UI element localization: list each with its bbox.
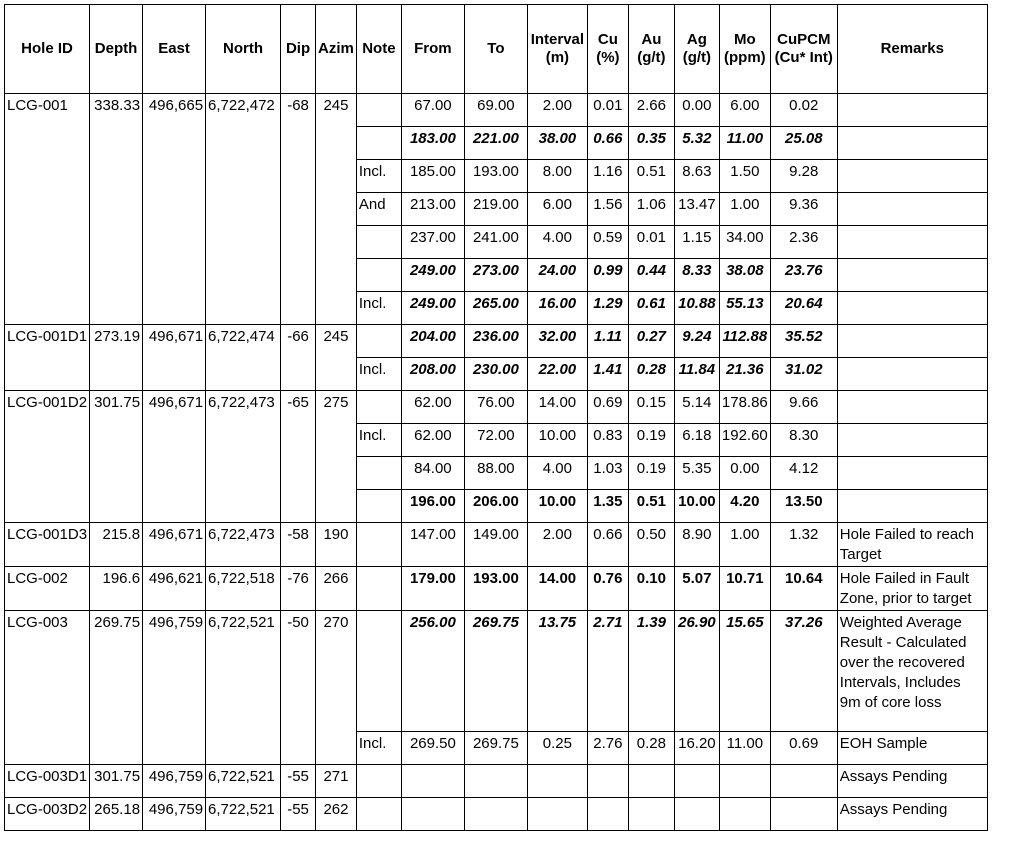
mo-cell: 15.65 — [719, 611, 770, 732]
cupcm-cell: 8.30 — [770, 424, 837, 457]
remarks-cell — [837, 424, 987, 457]
table-row — [5, 567, 988, 611]
col-header-cu — [587, 5, 628, 94]
note-cell: Incl. — [356, 424, 401, 457]
mo-cell: 1.00 — [719, 193, 770, 226]
hole-id-cell: LCG-001D1 — [5, 325, 90, 391]
cupcm-cell: 20.64 — [770, 292, 837, 325]
col-header-from: From — [401, 5, 464, 94]
hole-id-cell: LCG-001D3 — [5, 523, 90, 567]
interval-cell: 10.00 — [527, 490, 587, 523]
cupcm-cell: 13.50 — [770, 490, 837, 523]
cupcm-cell: 31.02 — [770, 358, 837, 391]
ag-cell: 8.63 — [674, 160, 719, 193]
mo-cell: 192.60 — [719, 424, 770, 457]
azim-cell: 245 — [316, 94, 357, 325]
note-cell: Incl. — [356, 292, 401, 325]
note-cell — [356, 325, 401, 358]
ag-cell: 5.32 — [674, 127, 719, 160]
col-header-note: Note — [356, 5, 401, 94]
from-cell: 185.00 — [401, 160, 464, 193]
north-cell: 6,722,473 — [206, 523, 281, 567]
cu-cell: 1.56 — [587, 193, 628, 226]
azim-cell: 262 — [316, 798, 357, 831]
col-header-cu-l1: Cu — [597, 31, 618, 48]
to-cell: 72.00 — [464, 424, 527, 457]
col-header-au-l1: Au — [641, 31, 662, 48]
col-header-hole-id: Hole ID — [5, 5, 90, 94]
au-cell: 0.61 — [628, 292, 674, 325]
azim-cell: 190 — [316, 523, 357, 567]
cupcm-cell: 10.64 — [770, 567, 837, 611]
cupcm-cell: 9.28 — [770, 160, 837, 193]
note-cell — [356, 226, 401, 259]
east-cell: 496,759 — [143, 765, 206, 798]
cupcm-cell — [770, 765, 837, 798]
cu-cell: 0.83 — [587, 424, 628, 457]
cu-cell: 0.66 — [587, 523, 628, 567]
hole-id-cell: LCG-001 — [5, 94, 90, 325]
au-cell: 1.06 — [628, 193, 674, 226]
hole-id-cell: LCG-003D2 — [5, 798, 90, 831]
col-header-to: To — [464, 5, 527, 94]
interval-cell: 2.00 — [527, 523, 587, 567]
dip-cell: -58 — [281, 523, 316, 567]
remarks-cell: Hole Failed in Fault Zone, prior to target — [837, 567, 987, 611]
cu-cell: 1.16 — [587, 160, 628, 193]
note-cell — [356, 798, 401, 831]
from-cell: 67.00 — [401, 94, 464, 127]
ag-cell: 8.90 — [674, 523, 719, 567]
azim-cell: 275 — [316, 391, 357, 523]
from-cell: 179.00 — [401, 567, 464, 611]
from-cell: 256.00 — [401, 611, 464, 732]
remarks-cell — [837, 193, 987, 226]
note-cell — [356, 127, 401, 160]
to-cell: 193.00 — [464, 160, 527, 193]
from-cell: 237.00 — [401, 226, 464, 259]
col-header-au-l2: (g/t) — [637, 49, 666, 66]
cupcm-cell: 2.36 — [770, 226, 837, 259]
col-header-east: East — [143, 5, 206, 94]
note-cell — [356, 391, 401, 424]
from-cell: 62.00 — [401, 424, 464, 457]
note-cell — [356, 611, 401, 732]
cu-cell: 1.35 — [587, 490, 628, 523]
ag-cell: 8.33 — [674, 259, 719, 292]
to-cell: 230.00 — [464, 358, 527, 391]
mo-cell: 34.00 — [719, 226, 770, 259]
au-cell: 0.35 — [628, 127, 674, 160]
table-row — [5, 325, 988, 358]
cupcm-cell: 9.36 — [770, 193, 837, 226]
col-header-mo-l1: Mo — [734, 31, 756, 48]
hole-id-cell: LCG-001D2 — [5, 391, 90, 523]
remarks-cell — [837, 127, 987, 160]
interval-cell: 10.00 — [527, 424, 587, 457]
col-header-ag — [674, 5, 719, 94]
to-cell: 219.00 — [464, 193, 527, 226]
dip-cell: -66 — [281, 325, 316, 391]
note-cell — [356, 457, 401, 490]
cupcm-cell: 35.52 — [770, 325, 837, 358]
col-header-au — [628, 5, 674, 94]
north-cell: 6,722,473 — [206, 391, 281, 523]
au-cell: 0.27 — [628, 325, 674, 358]
remarks-cell: Assays Pending — [837, 765, 987, 798]
dip-cell: -50 — [281, 611, 316, 765]
cupcm-cell — [770, 798, 837, 831]
to-cell: 236.00 — [464, 325, 527, 358]
ag-cell — [674, 765, 719, 798]
interval-cell: 14.00 — [527, 391, 587, 424]
cupcm-cell: 25.08 — [770, 127, 837, 160]
ag-cell: 1.15 — [674, 226, 719, 259]
note-cell: Incl. — [356, 160, 401, 193]
mo-cell: 112.88 — [719, 325, 770, 358]
cu-cell: 0.01 — [587, 94, 628, 127]
table-row — [5, 523, 988, 567]
north-cell: 6,722,521 — [206, 765, 281, 798]
remarks-cell — [837, 358, 987, 391]
col-header-interval-l1: Interval — [530, 31, 585, 48]
from-cell: 196.00 — [401, 490, 464, 523]
hole-id-cell: LCG-003 — [5, 611, 90, 765]
to-cell: 269.75 — [464, 732, 527, 765]
col-header-cupcm-l1: CuPCM — [777, 31, 831, 48]
remarks-cell — [837, 391, 987, 424]
mo-cell: 38.08 — [719, 259, 770, 292]
au-cell: 0.50 — [628, 523, 674, 567]
interval-cell: 14.00 — [527, 567, 587, 611]
azim-cell: 266 — [316, 567, 357, 611]
table-row — [5, 94, 988, 127]
east-cell: 496,671 — [143, 391, 206, 523]
depth-cell: 265.18 — [90, 798, 143, 831]
cu-cell: 1.03 — [587, 457, 628, 490]
col-header-cupcm-l2: (Cu* Int) — [774, 49, 833, 66]
mo-cell — [719, 798, 770, 831]
cupcm-cell: 0.69 — [770, 732, 837, 765]
depth-cell: 215.8 — [90, 523, 143, 567]
note-cell — [356, 523, 401, 567]
interval-cell: 38.00 — [527, 127, 587, 160]
dip-cell: -76 — [281, 567, 316, 611]
ag-cell: 10.00 — [674, 490, 719, 523]
interval-cell: 8.00 — [527, 160, 587, 193]
interval-cell — [527, 798, 587, 831]
au-cell: 0.15 — [628, 391, 674, 424]
hole-id-cell: LCG-002 — [5, 567, 90, 611]
col-header-azim: Azim — [316, 5, 357, 94]
ag-cell: 26.90 — [674, 611, 719, 732]
ag-cell: 5.14 — [674, 391, 719, 424]
mo-cell: 4.20 — [719, 490, 770, 523]
col-header-ag-l2: (g/t) — [682, 49, 712, 66]
ag-cell: 13.47 — [674, 193, 719, 226]
hole-id-cell: LCG-003D1 — [5, 765, 90, 798]
to-cell — [464, 765, 527, 798]
au-cell: 0.19 — [628, 424, 674, 457]
to-cell: 193.00 — [464, 567, 527, 611]
azim-cell: 270 — [316, 611, 357, 765]
cu-cell: 0.76 — [587, 567, 628, 611]
remarks-cell — [837, 457, 987, 490]
col-header-north: North — [206, 5, 281, 94]
remarks-cell: Hole Failed to reach Target — [837, 523, 987, 567]
ag-cell — [674, 798, 719, 831]
interval-cell: 2.00 — [527, 94, 587, 127]
cupcm-cell: 1.32 — [770, 523, 837, 567]
from-cell: 213.00 — [401, 193, 464, 226]
interval-cell — [527, 765, 587, 798]
from-cell: 62.00 — [401, 391, 464, 424]
ag-cell: 10.88 — [674, 292, 719, 325]
au-cell — [628, 765, 674, 798]
north-cell: 6,722,518 — [206, 567, 281, 611]
au-cell: 0.51 — [628, 490, 674, 523]
cu-cell: 2.76 — [587, 732, 628, 765]
interval-cell: 13.75 — [527, 611, 587, 732]
depth-cell: 196.6 — [90, 567, 143, 611]
col-header-mo-l2: (ppm) — [724, 49, 766, 66]
from-cell: 147.00 — [401, 523, 464, 567]
interval-cell: 4.00 — [527, 226, 587, 259]
interval-cell: 4.00 — [527, 457, 587, 490]
table-row — [5, 798, 988, 831]
mo-cell: 178.86 — [719, 391, 770, 424]
cu-cell — [587, 798, 628, 831]
cu-cell: 1.11 — [587, 325, 628, 358]
remarks-cell — [837, 490, 987, 523]
au-cell: 0.19 — [628, 457, 674, 490]
cupcm-cell: 4.12 — [770, 457, 837, 490]
from-cell: 183.00 — [401, 127, 464, 160]
table-row — [5, 391, 988, 424]
interval-cell: 16.00 — [527, 292, 587, 325]
mo-cell: 1.50 — [719, 160, 770, 193]
note-cell: Incl. — [356, 358, 401, 391]
to-cell: 273.00 — [464, 259, 527, 292]
depth-cell: 273.19 — [90, 325, 143, 391]
cu-cell: 1.29 — [587, 292, 628, 325]
header-row — [5, 5, 988, 94]
ag-cell: 9.24 — [674, 325, 719, 358]
dip-cell: -55 — [281, 765, 316, 798]
col-header-interval — [527, 5, 587, 94]
cu-cell: 0.66 — [587, 127, 628, 160]
east-cell: 496,671 — [143, 523, 206, 567]
table-row — [5, 611, 988, 732]
cu-cell — [587, 765, 628, 798]
north-cell: 6,722,521 — [206, 611, 281, 765]
north-cell: 6,722,472 — [206, 94, 281, 325]
north-cell: 6,722,474 — [206, 325, 281, 391]
note-cell: Incl. — [356, 732, 401, 765]
to-cell: 88.00 — [464, 457, 527, 490]
au-cell: 2.66 — [628, 94, 674, 127]
to-cell — [464, 798, 527, 831]
au-cell: 0.28 — [628, 358, 674, 391]
remarks-cell — [837, 259, 987, 292]
cupcm-cell: 23.76 — [770, 259, 837, 292]
dip-cell: -68 — [281, 94, 316, 325]
cupcm-cell: 0.02 — [770, 94, 837, 127]
north-cell: 6,722,521 — [206, 798, 281, 831]
remarks-cell — [837, 292, 987, 325]
ag-cell: 6.18 — [674, 424, 719, 457]
from-cell: 204.00 — [401, 325, 464, 358]
interval-cell: 32.00 — [527, 325, 587, 358]
remarks-cell: EOH Sample — [837, 732, 987, 765]
from-cell: 84.00 — [401, 457, 464, 490]
ag-cell: 5.35 — [674, 457, 719, 490]
remarks-cell — [837, 160, 987, 193]
au-cell: 0.51 — [628, 160, 674, 193]
azim-cell: 271 — [316, 765, 357, 798]
cu-cell: 0.69 — [587, 391, 628, 424]
cu-cell: 0.59 — [587, 226, 628, 259]
au-cell: 0.28 — [628, 732, 674, 765]
interval-cell: 24.00 — [527, 259, 587, 292]
cu-cell: 0.99 — [587, 259, 628, 292]
depth-cell: 301.75 — [90, 391, 143, 523]
depth-cell: 301.75 — [90, 765, 143, 798]
from-cell: 249.00 — [401, 292, 464, 325]
dip-cell: -65 — [281, 391, 316, 523]
ag-cell: 0.00 — [674, 94, 719, 127]
col-header-remarks: Remarks — [837, 5, 987, 94]
mo-cell: 21.36 — [719, 358, 770, 391]
depth-cell: 269.75 — [90, 611, 143, 765]
to-cell: 206.00 — [464, 490, 527, 523]
east-cell: 496,621 — [143, 567, 206, 611]
au-cell: 1.39 — [628, 611, 674, 732]
mo-cell — [719, 765, 770, 798]
interval-cell: 6.00 — [527, 193, 587, 226]
to-cell: 221.00 — [464, 127, 527, 160]
col-header-cu-l2: (%) — [596, 49, 620, 66]
from-cell: 249.00 — [401, 259, 464, 292]
note-cell — [356, 94, 401, 127]
east-cell: 496,671 — [143, 325, 206, 391]
east-cell: 496,665 — [143, 94, 206, 325]
au-cell: 0.10 — [628, 567, 674, 611]
remarks-cell: Weighted Average Result - Calculated over the recovered Intervals, Includes 9m of core loss — [837, 611, 987, 732]
au-cell: 0.01 — [628, 226, 674, 259]
note-cell — [356, 259, 401, 292]
note-cell — [356, 490, 401, 523]
cu-cell: 2.71 — [587, 611, 628, 732]
to-cell: 269.75 — [464, 611, 527, 732]
remarks-cell — [837, 226, 987, 259]
from-cell — [401, 765, 464, 798]
au-cell: 0.44 — [628, 259, 674, 292]
cu-cell: 1.41 — [587, 358, 628, 391]
mo-cell: 0.00 — [719, 457, 770, 490]
to-cell: 149.00 — [464, 523, 527, 567]
east-cell: 496,759 — [143, 611, 206, 765]
to-cell: 241.00 — [464, 226, 527, 259]
ag-cell: 16.20 — [674, 732, 719, 765]
to-cell: 76.00 — [464, 391, 527, 424]
note-cell — [356, 765, 401, 798]
mo-cell: 11.00 — [719, 127, 770, 160]
mo-cell: 11.00 — [719, 732, 770, 765]
azim-cell: 245 — [316, 325, 357, 391]
drill-results-table — [4, 4, 988, 831]
ag-cell: 11.84 — [674, 358, 719, 391]
interval-cell: 22.00 — [527, 358, 587, 391]
east-cell: 496,759 — [143, 798, 206, 831]
au-cell — [628, 798, 674, 831]
table-row — [5, 765, 988, 798]
col-header-depth: Depth — [90, 5, 143, 94]
note-cell: And — [356, 193, 401, 226]
col-header-ag-l1: Ag — [686, 31, 707, 48]
cupcm-cell: 9.66 — [770, 391, 837, 424]
mo-cell: 10.71 — [719, 567, 770, 611]
col-header-cupcm — [770, 5, 837, 94]
remarks-cell — [837, 325, 987, 358]
mo-cell: 55.13 — [719, 292, 770, 325]
col-header-interval-l2: (m) — [545, 49, 570, 66]
from-cell: 208.00 — [401, 358, 464, 391]
mo-cell: 1.00 — [719, 523, 770, 567]
note-cell — [356, 567, 401, 611]
interval-cell: 0.25 — [527, 732, 587, 765]
remarks-cell: Assays Pending — [837, 798, 987, 831]
col-header-dip: Dip — [281, 5, 316, 94]
cupcm-cell: 37.26 — [770, 611, 837, 732]
depth-cell: 338.33 — [90, 94, 143, 325]
from-cell: 269.50 — [401, 732, 464, 765]
dip-cell: -55 — [281, 798, 316, 831]
to-cell: 69.00 — [464, 94, 527, 127]
to-cell: 265.00 — [464, 292, 527, 325]
from-cell — [401, 798, 464, 831]
remarks-cell — [837, 94, 987, 127]
mo-cell: 6.00 — [719, 94, 770, 127]
col-header-mo — [719, 5, 770, 94]
ag-cell: 5.07 — [674, 567, 719, 611]
